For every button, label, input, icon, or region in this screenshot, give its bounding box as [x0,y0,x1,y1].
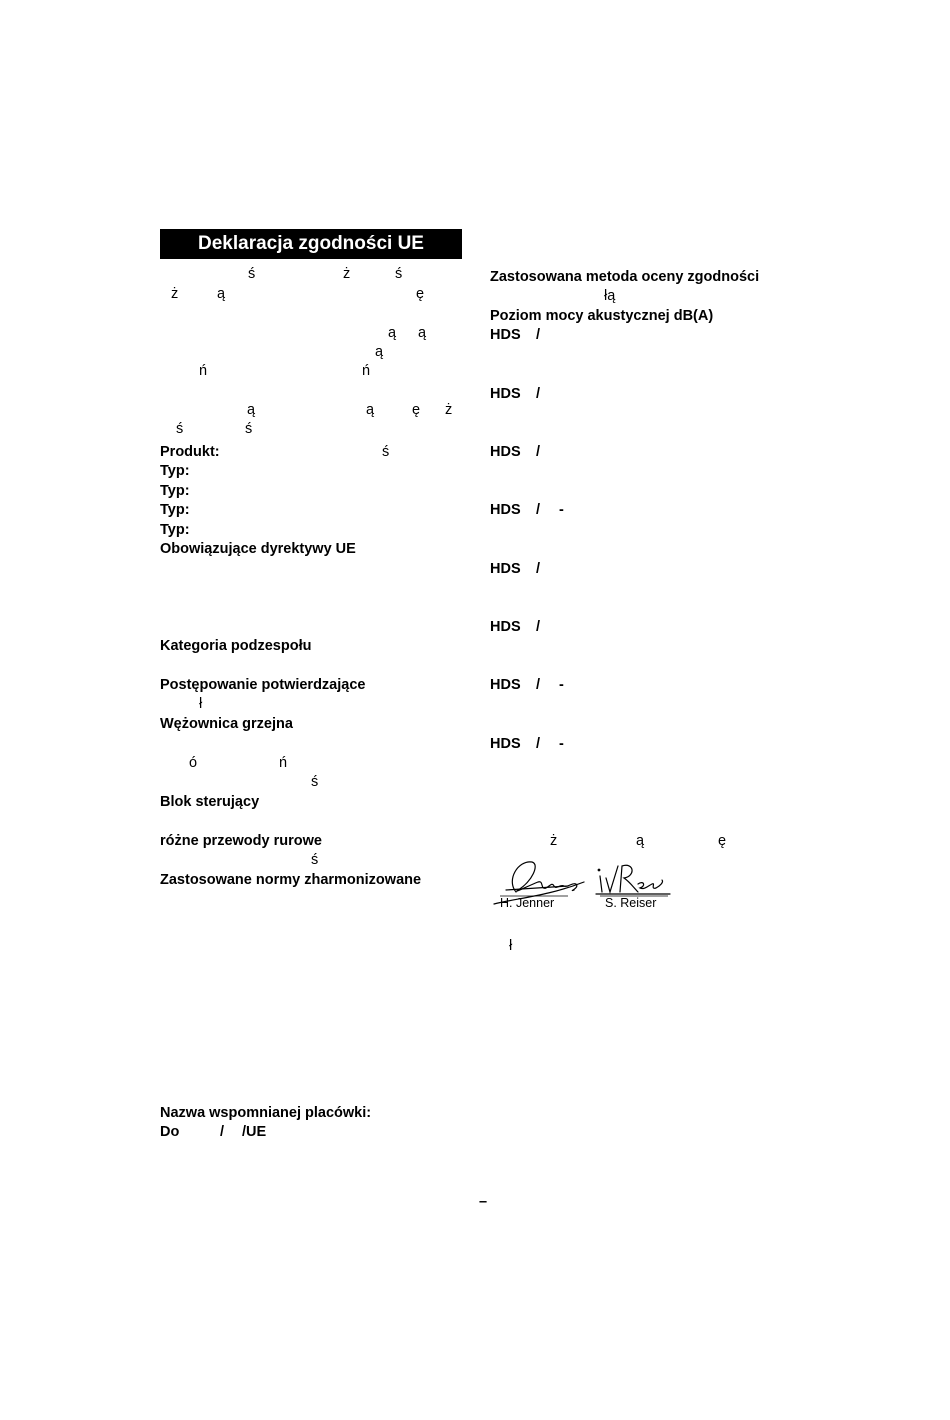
product-label: Produkt: [160,444,220,460]
type-label: Typ: [160,522,190,538]
intro-glyph: ą [388,325,397,341]
directives-label: Obowiązujące dyrektywy UE [160,541,356,557]
coil-glyph: ó [189,755,198,771]
intro-glyph: ą [366,402,375,418]
hds-slash: / [536,561,541,577]
hds-dash: - [559,502,564,518]
pipes-glyph: ś [311,852,319,868]
hds-model: HDS [490,736,521,752]
document-title: Deklaracja zgodności UE [160,229,462,259]
do-label: Do [160,1124,180,1140]
procedure-glyph: ł [199,696,203,712]
signatory-name: S. Reiser [605,896,657,910]
intro-glyph: ż [445,402,453,418]
product-glyph: ś [382,444,390,460]
sign-glyph: ę [718,833,727,849]
intro-glyph: ś [248,266,256,282]
intro-glyph: ś [395,266,403,282]
hds-slash: / [536,677,541,693]
coil-label: Wężownica grzejna [160,716,293,732]
hds-slash: / [536,736,541,752]
hds-model: HDS [490,561,521,577]
notified-body-label: Nazwa wspomnianej placówki: [160,1105,372,1121]
intro-glyph: ś [176,421,184,437]
intro-glyph: ę [416,286,425,302]
hds-model: HDS [490,444,521,460]
coil-glyph: ń [279,755,288,771]
method-label: Zastosowana metoda oceny zgodności [490,269,760,285]
intro-glyph: ń [199,363,208,379]
intro-glyph: ą [418,325,427,341]
procedure-label: Postępowanie potwierdzające [160,677,366,693]
intro-glyph: ń [362,363,371,379]
sign-glyph: ą [636,833,645,849]
hds-slash: / [536,444,541,460]
type-label: Typ: [160,502,190,518]
hds-model: HDS [490,677,521,693]
page-dash: – [479,1194,488,1210]
category-label: Kategoria podzespołu [160,638,312,654]
control-unit-label: Blok sterujący [160,794,260,810]
hds-dash: - [559,677,564,693]
hds-slash: / [536,327,541,343]
pipes-label: różne przewody rurowe [160,833,322,849]
hds-model: HDS [490,327,521,343]
footer-glyph: ł [509,938,513,954]
intro-glyph: ż [343,266,351,282]
hds-slash: / [536,386,541,402]
hds-model: HDS [490,619,521,635]
noise-label: Poziom mocy akustycznej dB(A) [490,308,714,324]
signatory-name: H. Jenner [500,896,555,910]
hds-slash: / [536,619,541,635]
intro-glyph: ś [245,421,253,437]
method-glyph: łą [604,288,616,304]
type-label: Typ: [160,463,190,479]
norms-label: Zastosowane normy zharmonizowane [160,872,422,888]
signature-reiser-mark [596,865,670,894]
intro-glyph: ą [217,286,226,302]
hds-model: HDS [490,502,521,518]
intro-glyph: ę [412,402,421,418]
hds-model: HDS [490,386,521,402]
hds-slash: / [536,502,541,518]
do-slash: / [220,1124,225,1140]
intro-glyph: ą [375,344,384,360]
do-directive: /UE [242,1124,267,1140]
hds-dash: - [559,736,564,752]
sign-glyph: ż [550,833,558,849]
intro-glyph: ą [247,402,256,418]
intro-glyph: ż [171,286,179,302]
type-label: Typ: [160,483,190,499]
coil-glyph: ś [311,774,319,790]
